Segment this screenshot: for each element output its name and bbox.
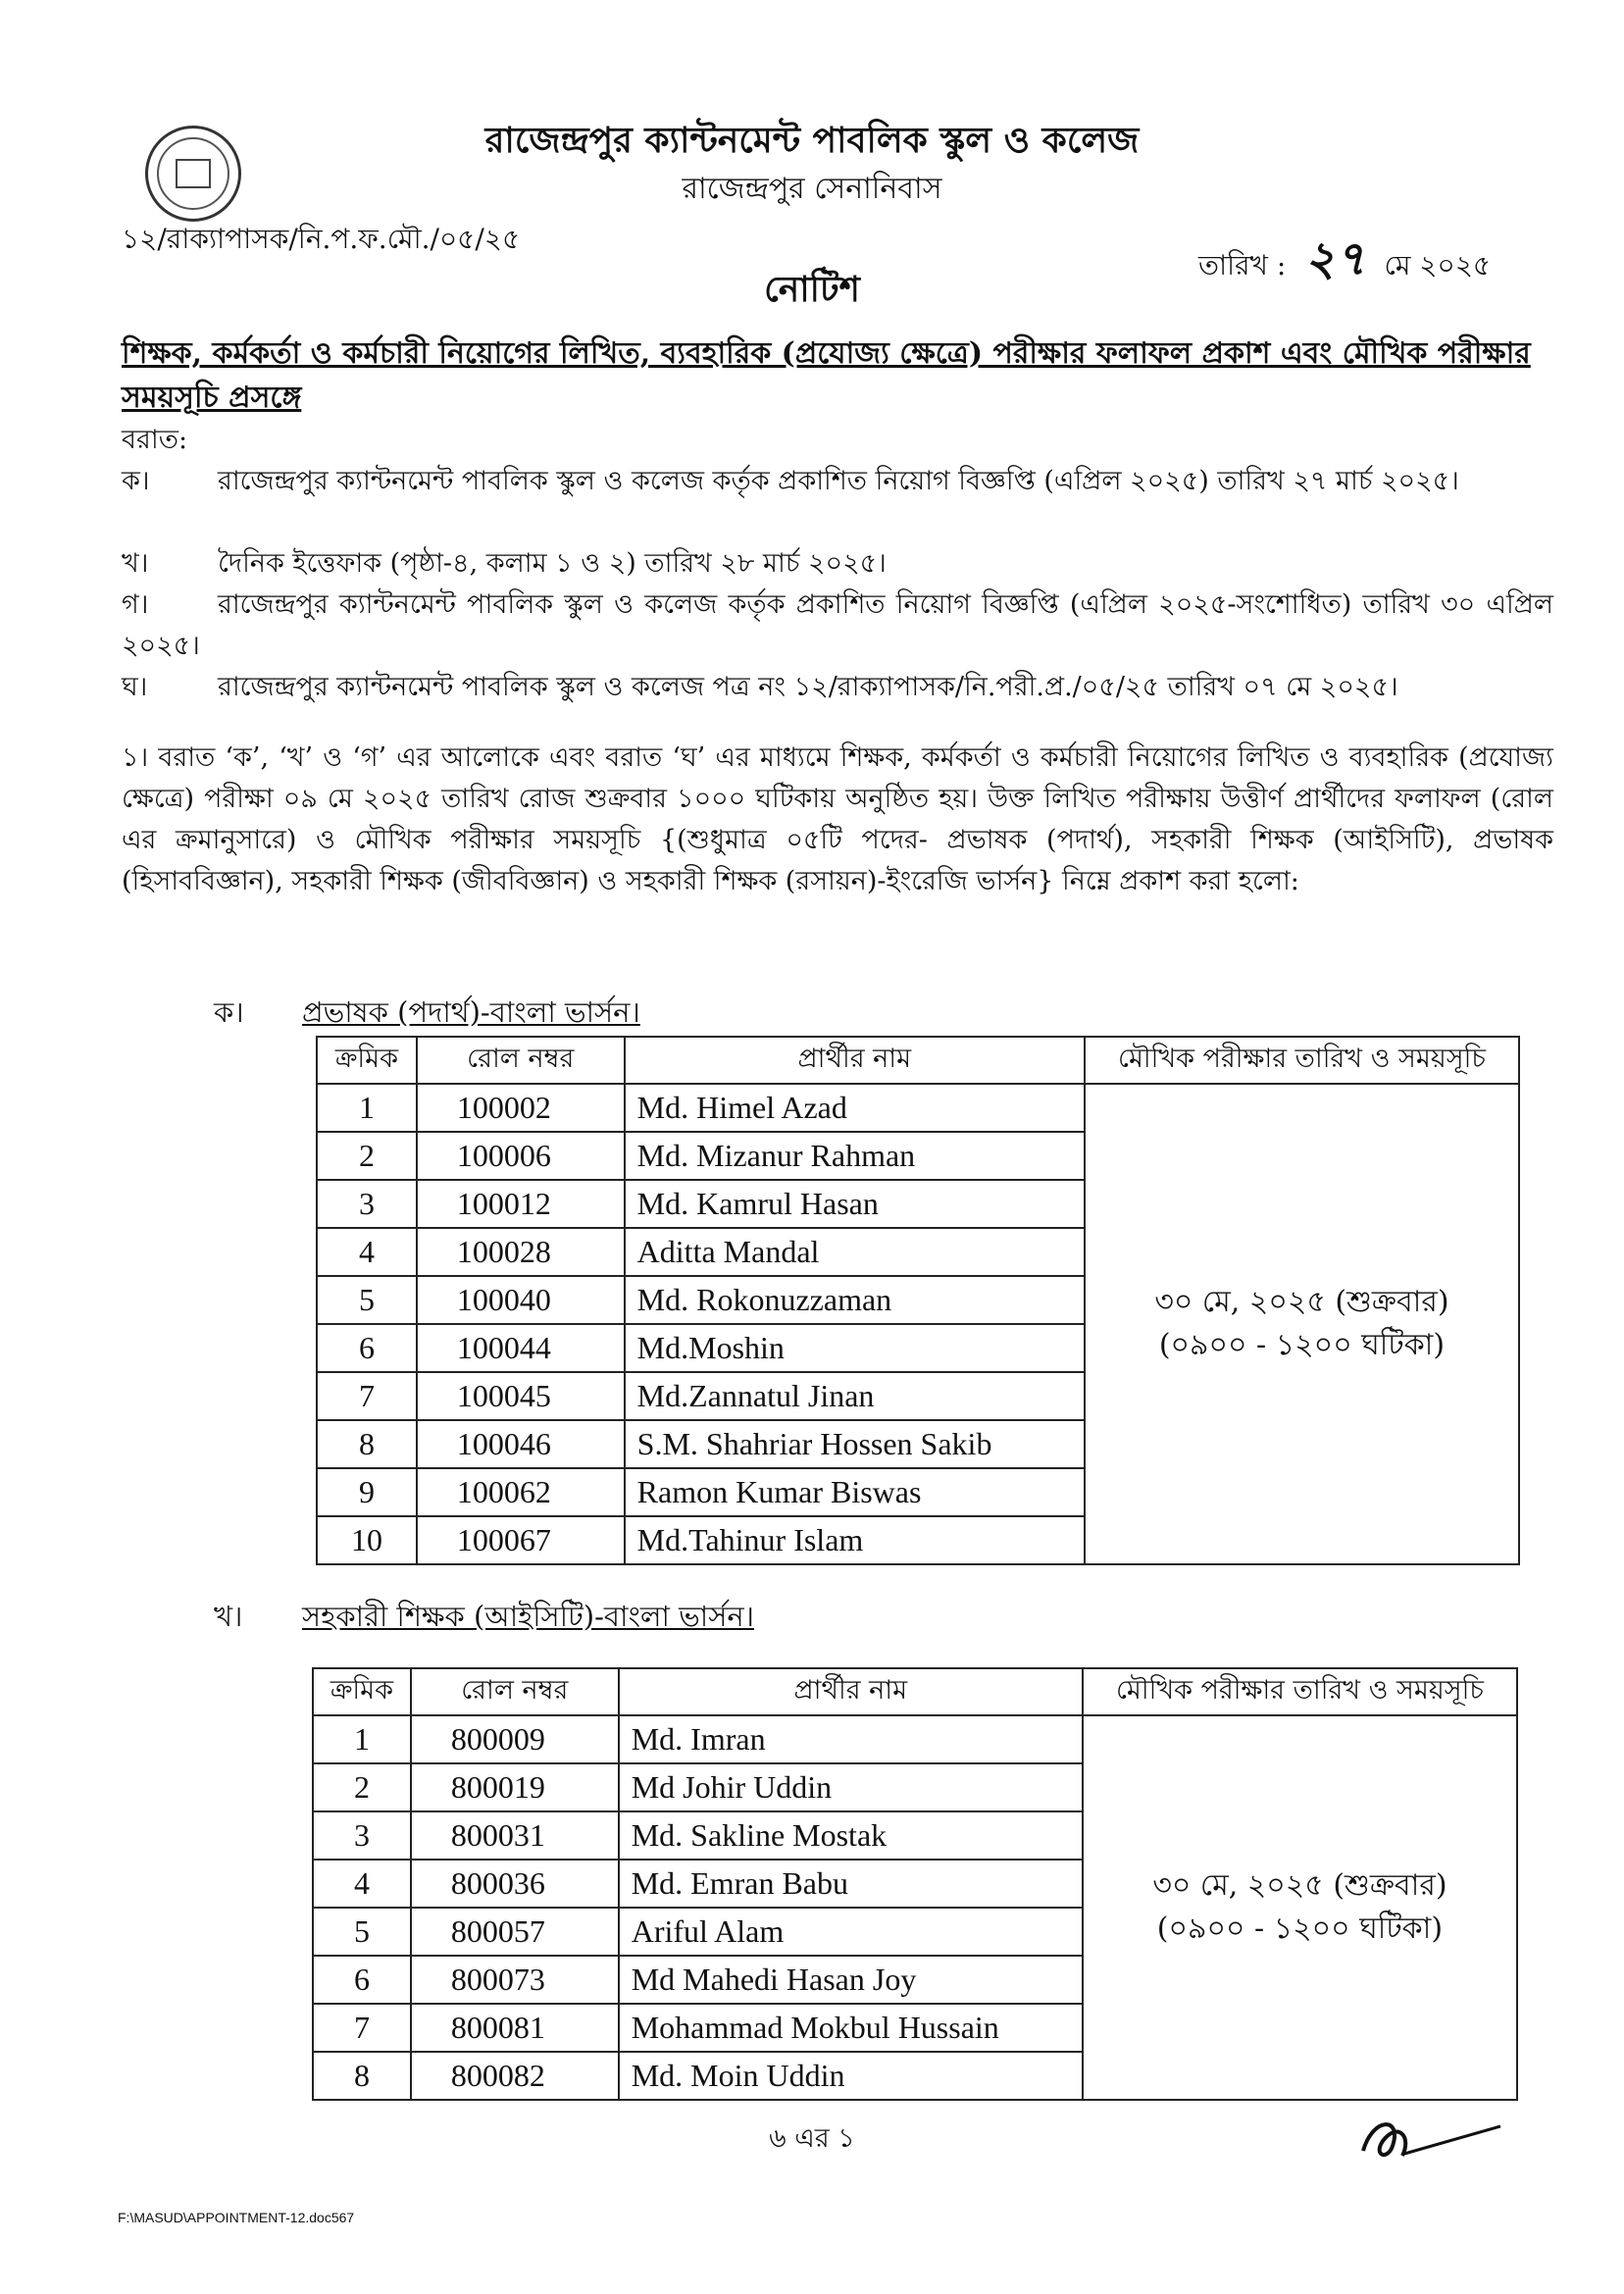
schedule-date: ৩০ মে, ২০২৫ (শুক্রবার) (1154, 1285, 1449, 1319)
section-title-text: সহকারী শিক্ষক (আইসিটি)-বাংলা ভার্সন। (302, 1600, 755, 1633)
name-cell: Md. Emran Babu (619, 1860, 1083, 1908)
serial-cell: 9 (317, 1468, 417, 1516)
roll-cell: 100006 (417, 1132, 625, 1180)
name-cell: Md.Moshin (625, 1324, 1085, 1372)
roll-cell: 100028 (417, 1228, 625, 1276)
roll-cell: 800073 (411, 1956, 619, 2004)
header-roll: রোল নম্বর (417, 1037, 625, 1084)
schedule-time: (০৯০০ - ১২০০ ঘটিকা) (1156, 1912, 1444, 1946)
subject-text: শিক্ষক, কর্মকর্তা ও কর্মচারী নিয়োগের লিখিত, ব্যবহারিক (প্রযোজ্য ক্ষেত্রে) পরীক্ষার ফলাফল প্রকাশ এবং মৌখিক পরীক্ষার সময়সূচি প্রসঙ্গে (122, 336, 1531, 415)
header-schedule: মৌখিক পরীক্ষার তারিখ ও সময়সূচি (1083, 1668, 1517, 1715)
serial-cell: 7 (313, 2004, 411, 2052)
roll-cell: 100002 (417, 1084, 625, 1132)
signature-icon (1344, 2097, 1520, 2175)
reference-number: ১২/রাক্যাপাসক/নি.প.ফ.মৌ./০৫/২৫ (122, 223, 521, 255)
institution-location: রাজেন্দ্রপুর সেনানিবাস (682, 172, 942, 206)
serial-cell: 3 (317, 1180, 417, 1228)
reference-mark: গ। (122, 589, 149, 620)
roll-cell: 800019 (411, 1763, 619, 1811)
roll-cell: 100062 (417, 1468, 625, 1516)
section-mark: ক। (214, 995, 244, 1029)
name-cell: Md. Sakline Mostak (619, 1811, 1083, 1860)
subject-line (122, 331, 1553, 420)
serial-cell: 4 (317, 1228, 417, 1276)
reference-mark: ক। (122, 466, 150, 496)
roll-cell: 800036 (411, 1860, 619, 1908)
serial-cell: 1 (313, 1715, 411, 1763)
serial-cell: 6 (317, 1324, 417, 1372)
serial-cell: 5 (313, 1908, 411, 1956)
reference-text: রাজেন্দ্রপুর ক্যান্টনমেন্ট পাবলিক স্কুল ও কলেজ পত্র নং ১২/রাক্যাপাসক/নি.পরী.প্র./০৫/২৫ তারিখ ০৭ মে ২০২৫। (218, 672, 1398, 702)
roll-cell: 800009 (411, 1715, 619, 1763)
page-number: ৬ এর ১ (769, 2123, 855, 2154)
header-serial: ক্রমিক (313, 1668, 411, 1715)
name-cell: Md. Mizanur Rahman (625, 1132, 1085, 1180)
roll-cell: 100044 (417, 1324, 625, 1372)
header-serial: ক্রমিক (317, 1037, 417, 1084)
serial-cell: 7 (317, 1372, 417, 1420)
section-title (214, 991, 640, 1039)
table-row (313, 1715, 1517, 1763)
name-cell: Md. Rokonuzzaman (625, 1276, 1085, 1324)
roll-cell: 800057 (411, 1908, 619, 1956)
name-cell: Md.Zannatul Jinan (625, 1372, 1085, 1420)
schedule-cell (1083, 1715, 1517, 2100)
serial-cell: 3 (313, 1811, 411, 1860)
schedule-date: ৩০ মে, ২০২৫ (শুক্রবার) (1152, 1868, 1447, 1903)
section-mark: খ। (214, 1600, 243, 1633)
section-title-text: প্রভাষক (পদার্থ)-বাংলা ভার্সন। (302, 995, 640, 1029)
header-name: প্রার্থীর নাম (625, 1037, 1085, 1084)
reference-mark: খ। (122, 548, 149, 579)
roll-cell: 800031 (411, 1811, 619, 1860)
roll-cell: 800081 (411, 2004, 619, 2052)
name-cell: Aditta Mandal (625, 1228, 1085, 1276)
name-cell: S.M. Shahriar Hossen Sakib (625, 1420, 1085, 1468)
serial-cell: 8 (313, 2052, 411, 2100)
serial-cell: 4 (313, 1860, 411, 1908)
serial-cell: 6 (313, 1956, 411, 2004)
body-paragraph: ১। বরাত ‘ক’, ‘খ’ ও ‘গ’ এর আলোকে এবং বরাত ‘ঘ’ এর মাধ্যমে শিক্ষক, কর্মকর্তা ও কর্মচারী নিয়োগের লিখিত ও ব্যবহারিক (প্রযোজ্য ক্ষেত্রে) পরীক্ষা ০৯ মে ২০২৫ তারিখ রোজ শুক্রবার ১০০০ ঘটিকায় অনুষ্ঠিত হয়। উক্ত লিখিত পরীক্ষায় উত্তীর্ণ প্রার্থীদের ফলাফল (রোল এর ক্রমানুসারে) ও মৌখিক পরীক্ষার সময়সূচি {(শুধুমাত্র ০৫টি পদের- প্রভাষক (পদার্থ), সহকারী শিক্ষক (আইসিটি), প্রভাষক (হিসাববিজ্ঞান), সহকারী শিক্ষক (জীববিজ্ঞান) ও সহকারী শিক্ষক (রসায়ন)-ইংরেজি ভার্সন} নিম্নে প্রকাশ করা হলো: (122, 742, 1553, 896)
name-cell: Md. Kamrul Hasan (625, 1180, 1085, 1228)
notice-title: নোটিশ (764, 269, 860, 310)
roll-cell: 800082 (411, 2052, 619, 2100)
results-table-physics (316, 1036, 1520, 1565)
roll-cell: 100045 (417, 1372, 625, 1420)
header-roll: রোল নম্বর (411, 1668, 619, 1715)
schedule-cell (1085, 1084, 1519, 1564)
name-cell: Mohammad Mokbul Hussain (619, 2004, 1083, 2052)
name-cell: Ariful Alam (619, 1908, 1083, 1956)
serial-cell: 10 (317, 1516, 417, 1564)
roll-cell: 100040 (417, 1276, 625, 1324)
table-header-row (317, 1037, 1519, 1084)
table-header-row (313, 1668, 1517, 1715)
name-cell: Md Mahedi Hasan Joy (619, 1956, 1083, 2004)
serial-cell: 8 (317, 1420, 417, 1468)
section-title (214, 1595, 754, 1643)
reference-item (122, 667, 1553, 708)
name-cell: Ramon Kumar Biswas (625, 1468, 1085, 1516)
reference-text: রাজেন্দ্রপুর ক্যান্টনমেন্ট পাবলিক স্কুল ও কলেজ কর্তৃক প্রকাশিত নিয়োগ বিজ্ঞপ্তি (এপ্রিল ২০২৫-সংশোধিত) তারিখ ৩০ এপ্রিল ২০২৫। (122, 589, 1553, 661)
reference-mark: ঘ। (122, 672, 148, 702)
serial-cell: 1 (317, 1084, 417, 1132)
results-table-ict (312, 1667, 1518, 2101)
name-cell: Md.Tahinur Islam (625, 1516, 1085, 1564)
references-label: বরাত: (122, 425, 188, 455)
reference-item (122, 461, 1553, 502)
serial-cell: 2 (313, 1763, 411, 1811)
roll-cell: 100012 (417, 1180, 625, 1228)
name-cell: Md. Moin Uddin (619, 2052, 1083, 2100)
header-schedule: মৌখিক পরীক্ষার তারিখ ও সময়সূচি (1085, 1037, 1519, 1084)
header-name: প্রার্থীর নাম (619, 1668, 1083, 1715)
serial-cell: 5 (317, 1276, 417, 1324)
reference-text: রাজেন্দ্রপুর ক্যান্টনমেন্ট পাবলিক স্কুল ও কলেজ কর্তৃক প্রকাশিত নিয়োগ বিজ্ঞপ্তি (এপ্রিল ২০২৫) তারিখ ২৭ মার্চ ২০২৫। (218, 466, 1459, 496)
reference-item (122, 585, 1553, 667)
institution-name: রাজেন্দ্রপুর ক্যান্টনমেন্ট পাবলিক স্কুল ও কলেজ (484, 120, 1140, 161)
date-month-year: মে ২০২৫ (1384, 249, 1492, 281)
file-path: F:\MASUD\APPOINTMENT-12.doc567 (118, 2210, 355, 2225)
reference-text: দৈনিক ইত্তেফাক (পৃষ্ঠা-৪, কলাম ১ ও ২) তারিখ ২৮ মার্চ ২০২৫। (218, 548, 887, 579)
name-cell: Md. Himel Azad (625, 1084, 1085, 1132)
date-label: তারিখ : (1198, 249, 1287, 281)
date-day: ২৭ (1304, 231, 1366, 286)
serial-cell: 2 (317, 1132, 417, 1180)
roll-cell: 100067 (417, 1516, 625, 1564)
roll-cell: 100046 (417, 1420, 625, 1468)
table-row (317, 1084, 1519, 1132)
name-cell: Md Johir Uddin (619, 1763, 1083, 1811)
name-cell: Md. Imran (619, 1715, 1083, 1763)
reference-item (122, 543, 1553, 585)
schedule-time: (০৯০০ - ১২০০ ঘটিকা) (1158, 1328, 1446, 1362)
